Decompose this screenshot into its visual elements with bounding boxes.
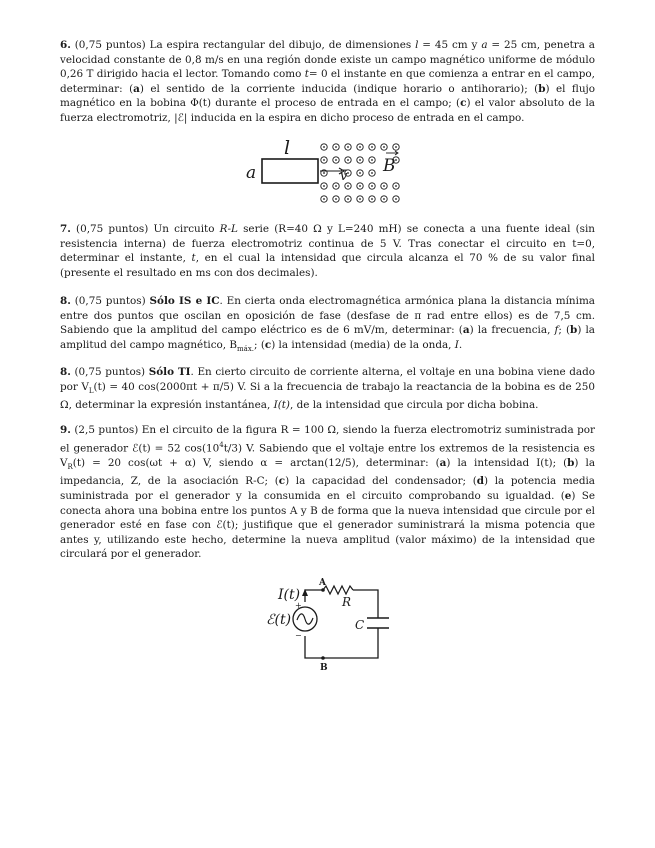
label-l: l bbox=[284, 137, 291, 159]
problem-text: ) el sentido de la corriente inducida (indique horario o antihorario); ( bbox=[139, 82, 539, 95]
wire-bottom bbox=[305, 628, 378, 658]
problem-text: En el circuito de la figura R = 100 Ω, siendo la fuerza electromotriz suministrada por el generador ℰ(t) = 52 cos(10 bbox=[60, 424, 595, 455]
problem-number: 9. bbox=[60, 424, 71, 436]
problem-points: (0,75 puntos) bbox=[74, 295, 146, 307]
problem-text: = 0 el instante en que comienza a entrar en el campo, determinar: ( bbox=[60, 68, 595, 95]
problem-8-is-ic bbox=[60, 294, 595, 356]
problem-text: , de la intensidad que circula por dicha bobina. bbox=[289, 399, 539, 412]
problem-text: ) Se conecta ahora una bobina entre los puntos A y B de forma que la nueva intensidad que circule por el generador esté en fase con ℰ(t); justifique que el generador suministrará la misma potencia que antes y, utilizando este hecho, determine la nueva amplitud (valor máximo) de la intensidad que circulará por el generador. bbox=[60, 489, 595, 561]
label-emf: ℰ(t) bbox=[266, 612, 292, 628]
problem-text: = 45 cm y bbox=[422, 39, 478, 51]
symbol-it: I(t) bbox=[273, 399, 290, 412]
problem-number: 7. bbox=[60, 223, 71, 235]
item-label: a bbox=[439, 456, 447, 469]
field-out-dot bbox=[323, 146, 325, 148]
problem-text: ) la impedancia, Z, de la asociación R-C; ( bbox=[60, 456, 596, 488]
problem-tag: Sólo IS e IC bbox=[149, 295, 220, 307]
problem-text: La espira rectangular del dibujo, de dimensiones bbox=[149, 39, 412, 51]
field-out-dot bbox=[323, 198, 325, 200]
field-out-dot bbox=[383, 146, 385, 148]
field-out-dot bbox=[323, 159, 325, 161]
ac-wave-icon bbox=[297, 614, 313, 624]
subscript-l: L bbox=[88, 386, 94, 395]
label-point-b: B bbox=[320, 663, 328, 673]
field-out-dot bbox=[359, 198, 361, 200]
problem-text: , en el cual la intensidad que circula alcanza el 70 % de su valor final (presente el resultado en ms con dos decimales). bbox=[60, 252, 595, 279]
field-out-dot bbox=[347, 146, 349, 148]
item-label: c bbox=[264, 338, 272, 351]
field-out-dot bbox=[359, 172, 361, 174]
field-out-dot bbox=[335, 198, 337, 200]
symbol-l: l bbox=[415, 39, 419, 51]
field-out-dot bbox=[371, 198, 373, 200]
node-a bbox=[321, 588, 325, 592]
symbol-t: t bbox=[304, 68, 309, 81]
field-out-dot bbox=[359, 146, 361, 148]
field-out-dot bbox=[347, 159, 349, 161]
symbol-f: f bbox=[554, 324, 559, 337]
field-out-dot bbox=[383, 185, 385, 187]
problem-8-ti bbox=[60, 365, 595, 413]
field-out-dot bbox=[323, 172, 325, 174]
field-out-dot bbox=[371, 159, 373, 161]
problem-text: ) la potencia media suministrada por el generador y la consumida en el circuito comprobando su igualdad. ( bbox=[60, 475, 595, 502]
label-a: a bbox=[246, 163, 257, 183]
label-current: I(t) bbox=[278, 587, 301, 603]
field-out-dot bbox=[347, 185, 349, 187]
problem-text: ) la frecuencia, bbox=[469, 324, 551, 337]
symbol-t: t bbox=[191, 252, 196, 265]
field-out-dot bbox=[335, 146, 337, 148]
field-out-dot bbox=[371, 185, 373, 187]
problem-text: . En cierto circuito de corriente alterna, el voltaje en una bobina viene dado por V bbox=[60, 366, 596, 393]
item-label: b bbox=[567, 456, 575, 469]
problem-tag: Sólo TI bbox=[148, 366, 191, 378]
problem-points: (0,75 puntos) bbox=[76, 223, 149, 235]
symbol-a: a bbox=[481, 39, 488, 51]
field-out-dot bbox=[371, 146, 373, 148]
subscript-r: R bbox=[67, 462, 73, 471]
problem-text: . bbox=[458, 338, 463, 351]
field-out-dot bbox=[347, 198, 349, 200]
problem-text: serie (R=40 Ω y L=240 mH) se conecta a una fuente ideal (sin resistencia interna) de fuerza electromotriz continua de 5 V. Tras conectar el circuito en t=0, determinar el instante, bbox=[60, 223, 595, 265]
label-point-a: A bbox=[319, 578, 326, 588]
label-capacitor: C bbox=[355, 618, 365, 632]
label-plus: + bbox=[295, 601, 302, 610]
problem-text: ) la intensidad I(t); ( bbox=[446, 456, 568, 469]
problem-text: ; ( bbox=[558, 324, 571, 337]
item-label: a bbox=[462, 324, 470, 337]
field-out-dot bbox=[359, 185, 361, 187]
field-out-dot bbox=[335, 185, 337, 187]
field-out-dot bbox=[359, 159, 361, 161]
field-out-dot bbox=[323, 185, 325, 187]
problem-text: ) la capacidad del condensador; ( bbox=[285, 475, 477, 488]
problem-text: ; ( bbox=[254, 338, 265, 351]
problem-6 bbox=[60, 38, 595, 126]
problem-points: (2,5 puntos) bbox=[74, 424, 139, 436]
figure-loop-in-field bbox=[240, 135, 420, 211]
problem-number: 6. bbox=[60, 39, 71, 51]
problem-text: ) la amplitud del campo magnético, B bbox=[60, 324, 596, 351]
item-label: a bbox=[133, 82, 140, 95]
label-minus: − bbox=[295, 631, 302, 640]
symbol-i: I bbox=[454, 338, 459, 351]
superscript-4: 4 bbox=[219, 440, 224, 449]
problem-number: 8. bbox=[60, 295, 71, 307]
field-out-dot bbox=[335, 159, 337, 161]
node-b bbox=[321, 656, 325, 660]
field-out-dot bbox=[371, 172, 373, 174]
item-label: c bbox=[460, 97, 467, 110]
subscript-max: máx. bbox=[237, 344, 255, 353]
field-out-dot bbox=[383, 198, 385, 200]
rectangular-loop bbox=[262, 159, 318, 183]
field-out-dot bbox=[395, 185, 397, 187]
item-label: b bbox=[538, 82, 546, 95]
resistor bbox=[323, 586, 353, 594]
field-out-dot bbox=[395, 198, 397, 200]
item-label: e bbox=[564, 489, 572, 502]
figure-rc-circuit bbox=[258, 570, 398, 680]
item-label: d bbox=[476, 475, 485, 488]
wire-top-right bbox=[353, 590, 378, 618]
problem-text: ) la intensidad (media) de la onda, bbox=[271, 338, 452, 351]
label-v: v bbox=[340, 169, 348, 184]
label-b: B bbox=[383, 156, 396, 176]
problem-points: (0,75 puntos) bbox=[74, 39, 146, 51]
label-resistor: R bbox=[342, 595, 352, 609]
symbol-rl: R-L bbox=[219, 223, 238, 235]
field-out-dot bbox=[347, 172, 349, 174]
field-out-dot bbox=[395, 146, 397, 148]
problem-text: . En cierta onda electromagnética armónica plana la distancia mínima entre dos puntos que oscilan en oposición de fase (desfase de π rad entre ellos) es de 7,5 cm. Sabiendo que la amplitud del campo eléctrico es de 6 mV/m, determinar: ( bbox=[60, 295, 595, 337]
problem-text: t/3) V. Sabiendo que el voltaje entre los extremos de la resistencia es V bbox=[60, 442, 595, 469]
problem-number: 8. bbox=[60, 366, 71, 378]
problem-points: (0,75 puntos) bbox=[74, 366, 146, 378]
problem-text: Un circuito bbox=[153, 223, 215, 235]
problem-text: (t) = 40 cos(2000πt + π/5) V. Si a la frecuencia de trabajo la reactancia de la bobina es de 250 Ω, determinar la expresión instantánea, bbox=[60, 380, 595, 412]
item-label: c bbox=[278, 475, 286, 488]
problem-text: = 25 cm, penetra a velocidad constante de 0,8 m/s en una región donde existe un campo magnético uniforme de módulo 0,26 T dirigido hacia el lector. Tomando como bbox=[60, 39, 596, 81]
problem-9 bbox=[60, 423, 595, 562]
problem-text: (t) = 20 cos(ωt + α) V, siendo α = arctan(12/5), determinar: ( bbox=[72, 456, 440, 469]
problem-7 bbox=[60, 222, 595, 280]
problem-text: ) el valor absoluto de la fuerza electromotriz, |ℰ| inducida en la espira en dicho proceso de entrada en el campo. bbox=[60, 97, 595, 124]
item-label: b bbox=[570, 324, 578, 337]
problem-text: ) el flujo magnético en la bobina Φ(t) durante el proceso de entrada en el campo; ( bbox=[60, 82, 596, 110]
